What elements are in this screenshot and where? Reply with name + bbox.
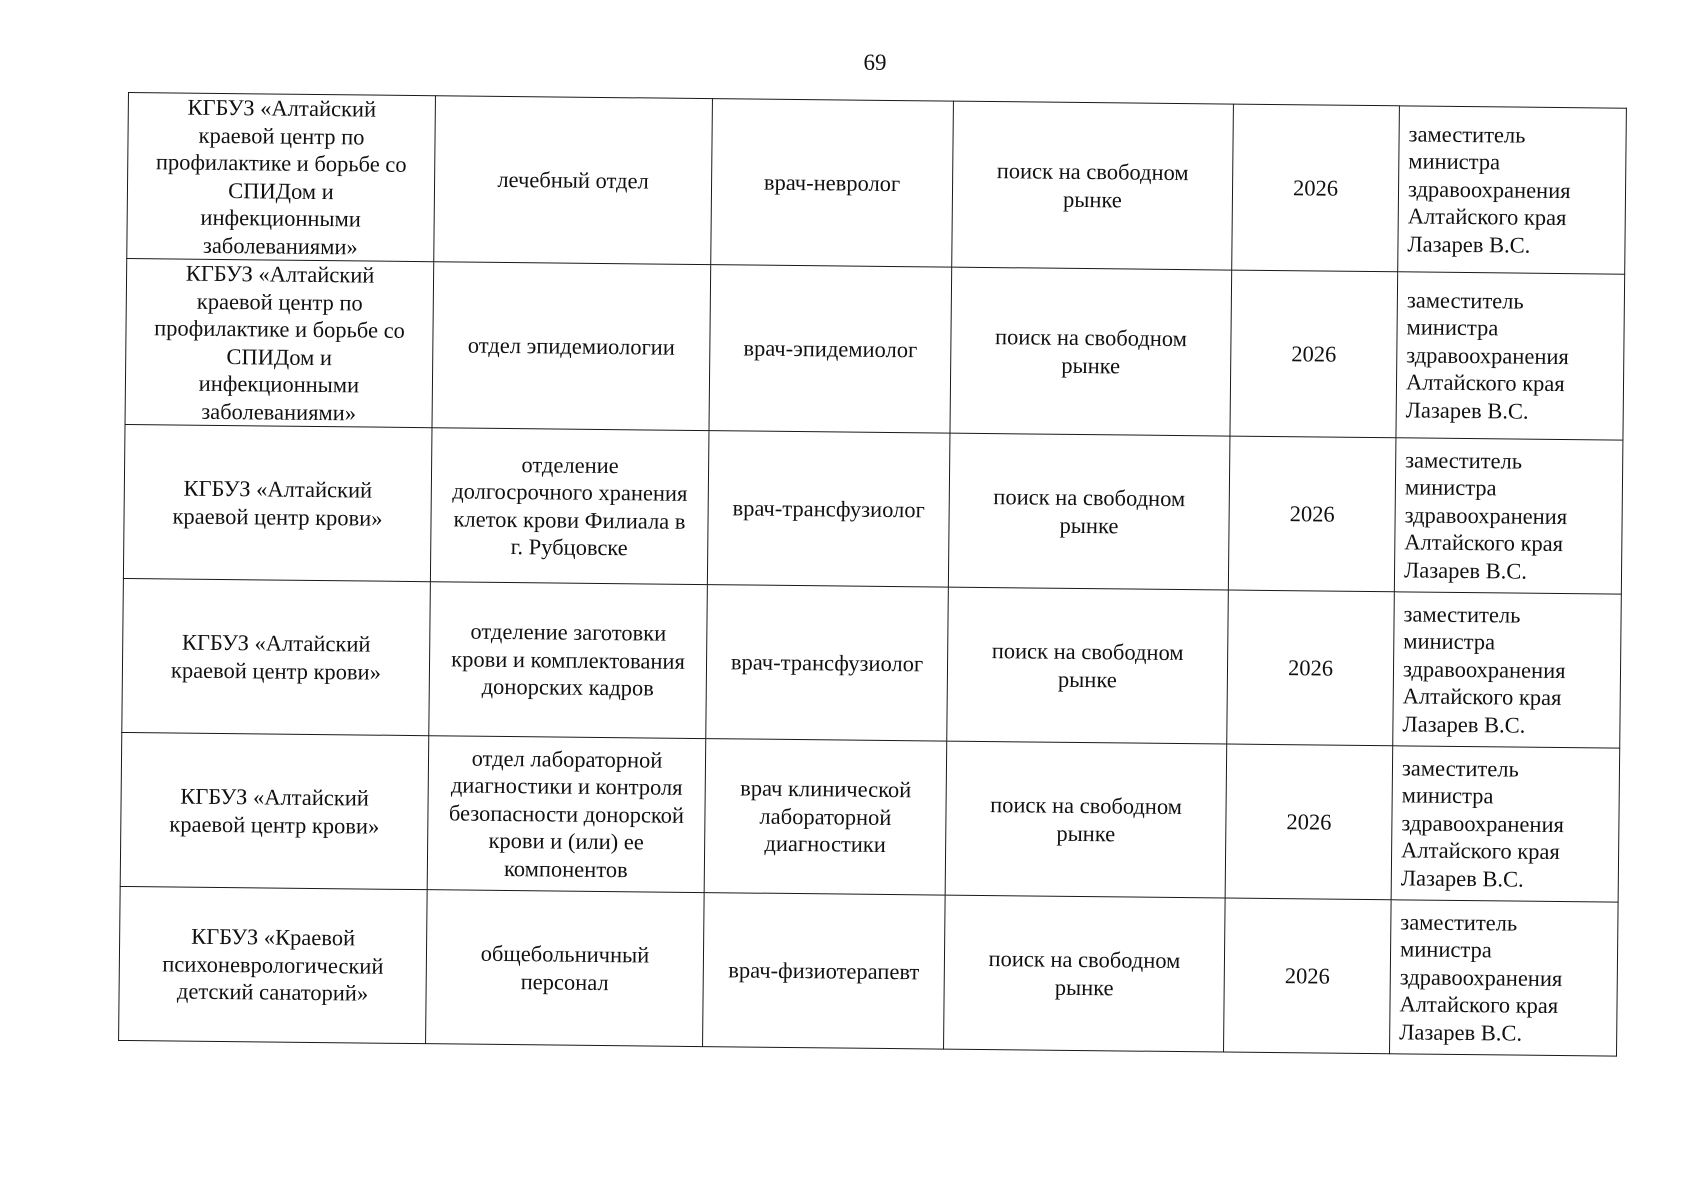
responsible-official-cell-line: Лазарев В.С. bbox=[1399, 1019, 1523, 1046]
responsible-official-cell-line: здравоохранения bbox=[1402, 656, 1566, 683]
search-method-cell-line: рынке bbox=[1062, 186, 1122, 212]
table-row bbox=[125, 258, 1625, 440]
organization-cell-line: краевой центр крови» bbox=[169, 810, 380, 839]
responsible-official-cell-line: Алтайского края bbox=[1405, 369, 1565, 397]
department-cell-line: компонентов bbox=[503, 855, 628, 883]
search-method-cell-line: поиск на свободном bbox=[994, 324, 1188, 352]
responsible-official-cell-line: Алтайского края bbox=[1399, 991, 1559, 1019]
department-cell-line: крови и комплектования bbox=[451, 646, 686, 674]
responsible-official-cell-line: министра bbox=[1403, 628, 1496, 655]
responsible-official-cell-line: заместитель bbox=[1408, 121, 1526, 148]
organization-cell-line: КГБУЗ «Алтайский bbox=[180, 783, 370, 811]
department-cell-line: отдел эпидемиологии bbox=[467, 332, 675, 360]
organization-cell-line: КГБУЗ «Алтайский bbox=[181, 629, 371, 657]
organization-cell-line: инфекционными bbox=[200, 204, 362, 232]
table-row bbox=[119, 886, 1619, 1056]
search-method-cell-line: поиск на свободном bbox=[996, 158, 1189, 186]
responsible-official-cell-line: здравоохранения bbox=[1401, 810, 1565, 837]
position-cell-line: диагностики bbox=[764, 830, 886, 858]
year-cell bbox=[1227, 590, 1395, 746]
search-method-cell bbox=[947, 587, 1229, 744]
responsible-official-cell-line: Лазарев В.С. bbox=[1405, 397, 1529, 424]
responsible-official-cell bbox=[1398, 106, 1627, 274]
organization-cell bbox=[122, 578, 431, 735]
responsible-official-cell-line: министра bbox=[1408, 148, 1501, 175]
organization-cell bbox=[125, 258, 434, 427]
department-cell bbox=[430, 428, 709, 585]
organization-cell-line: КГБУЗ «Алтайский bbox=[185, 260, 375, 288]
year-cell bbox=[1230, 270, 1398, 438]
department-cell-line: общебольничный bbox=[480, 940, 650, 968]
search-method-cell bbox=[950, 267, 1232, 436]
department-cell bbox=[434, 96, 713, 265]
search-method-cell bbox=[944, 895, 1226, 1052]
responsible-official-cell-line: Лазарев В.С. bbox=[1403, 557, 1528, 584]
department-cell-line: г. Рубцовске bbox=[510, 534, 628, 561]
search-method-cell-line: поиск на свободном bbox=[991, 638, 1184, 666]
staffing-table bbox=[118, 92, 1627, 1057]
year-cell bbox=[1232, 104, 1400, 272]
search-method-cell-line: поиск на свободном bbox=[988, 946, 1181, 974]
responsible-official-cell-line: министра bbox=[1399, 936, 1492, 963]
responsible-official-cell-line: Алтайского края bbox=[1401, 837, 1560, 865]
position-cell bbox=[709, 265, 952, 434]
search-method-cell-line: рынке bbox=[1054, 974, 1114, 1000]
search-method-cell-line: поиск на свободном bbox=[993, 484, 1186, 512]
table-row bbox=[127, 93, 1627, 275]
organization-cell-line: СПИДом и bbox=[228, 177, 334, 204]
year-cell-value: 2026 bbox=[1284, 962, 1330, 989]
responsible-official-cell bbox=[1391, 746, 1620, 902]
department-cell bbox=[429, 582, 708, 739]
department-cell-line: лечебный отдел bbox=[497, 166, 649, 194]
position-cell-line: врач-эпидемиолог bbox=[743, 335, 918, 363]
organization-cell bbox=[127, 93, 436, 262]
department-cell-line: донорских кадров bbox=[481, 673, 655, 701]
department-cell-line: отдел лабораторной bbox=[471, 745, 663, 773]
department-cell-line: диагностики и контроля bbox=[450, 772, 683, 801]
search-method-cell-line: рынке bbox=[1059, 512, 1119, 538]
responsible-official-cell bbox=[1394, 438, 1623, 594]
table-row bbox=[120, 732, 1620, 902]
responsible-official-cell-line: здравоохранения bbox=[1399, 964, 1563, 991]
year-cell-value: 2026 bbox=[1291, 340, 1337, 367]
responsible-official-cell bbox=[1389, 900, 1618, 1056]
year-cell-value: 2026 bbox=[1289, 500, 1335, 527]
organization-cell-line: КГБУЗ «Алтайский bbox=[187, 94, 377, 122]
responsible-official-cell-line: Лазарев В.С. bbox=[1407, 231, 1531, 258]
responsible-official-cell-line: Алтайского края bbox=[1404, 529, 1564, 557]
responsible-official-cell-line: заместитель bbox=[1401, 755, 1519, 782]
position-cell-line: лабораторной bbox=[759, 803, 892, 830]
department-cell bbox=[426, 890, 705, 1047]
organization-cell-line: краевой центр крови» bbox=[172, 502, 383, 531]
responsible-official-cell-line: заместитель bbox=[1406, 287, 1524, 314]
responsible-official-cell bbox=[1396, 272, 1625, 440]
department-cell-line: крови и (или) ее bbox=[488, 828, 644, 855]
organization-cell bbox=[123, 424, 432, 581]
responsible-official-cell-line: заместитель bbox=[1405, 447, 1523, 474]
responsible-official-cell-line: министра bbox=[1406, 314, 1499, 341]
position-cell-line: врач клинической bbox=[740, 775, 912, 803]
department-cell-line: безопасности донорской bbox=[448, 800, 685, 828]
responsible-official-cell-line: Лазарев В.С. bbox=[1402, 711, 1526, 738]
search-method-cell-line: рынке bbox=[1056, 820, 1116, 846]
page-number: 69 bbox=[863, 50, 887, 75]
organization-cell-line: краевой центр по bbox=[198, 122, 365, 149]
responsible-official-cell-line: министра bbox=[1401, 782, 1494, 809]
year-cell-value: 2026 bbox=[1287, 654, 1334, 681]
position-cell-line: врач-трансфузиолог bbox=[732, 495, 925, 523]
responsible-official-cell-line: Лазарев В.С. bbox=[1400, 865, 1524, 892]
department-cell-line: отделение bbox=[521, 451, 619, 478]
responsible-official-cell-line: Алтайского края bbox=[1402, 683, 1562, 711]
organization-cell-line: заболеваниями» bbox=[201, 398, 357, 425]
table-row bbox=[123, 424, 1623, 594]
department-cell-line: персонал bbox=[520, 968, 609, 995]
organization-cell-line: профилактике и борьбе со bbox=[155, 149, 407, 177]
search-method-cell-line: рынке bbox=[1061, 352, 1121, 378]
search-method-cell bbox=[952, 101, 1234, 270]
organization-cell-line: краевой центр по bbox=[196, 288, 363, 315]
responsible-official-cell-line: Алтайского края bbox=[1407, 203, 1567, 231]
department-cell bbox=[427, 736, 706, 893]
organization-cell-line: психоневрологический bbox=[162, 951, 384, 979]
organization-cell-line: детский санаторий» bbox=[176, 978, 369, 1006]
search-method-cell-line: рынке bbox=[1057, 666, 1117, 692]
search-method-cell bbox=[948, 433, 1230, 590]
responsible-official-cell-line: заместитель bbox=[1400, 909, 1518, 936]
year-cell-value: 2026 bbox=[1286, 808, 1332, 835]
responsible-official-cell-line: заместитель bbox=[1403, 601, 1521, 628]
responsible-official-cell-line: здравоохранения bbox=[1406, 342, 1569, 369]
position-cell bbox=[711, 99, 954, 268]
position-cell bbox=[704, 739, 947, 896]
year-cell bbox=[1228, 436, 1396, 592]
department-cell-line: клеток крови Филиала в bbox=[453, 505, 686, 534]
responsible-official-cell bbox=[1393, 592, 1622, 748]
organization-cell-line: краевой центр крови» bbox=[170, 656, 382, 685]
responsible-official-cell-line: министра bbox=[1404, 474, 1497, 501]
department-cell-line: долгосрочного хранения bbox=[452, 478, 688, 506]
organization-cell-line: СПИДом и bbox=[226, 343, 333, 370]
responsible-official-cell-line: здравоохранения bbox=[1407, 176, 1571, 203]
table-row bbox=[122, 578, 1622, 748]
department-cell bbox=[432, 262, 711, 431]
position-cell-line: врач-невролог bbox=[763, 169, 901, 196]
position-cell bbox=[706, 585, 949, 742]
organization-cell bbox=[119, 886, 428, 1043]
department-cell-line: отделение заготовки bbox=[470, 618, 667, 646]
year-cell-value: 2026 bbox=[1292, 174, 1339, 201]
organization-cell-line: инфекционными bbox=[198, 370, 360, 398]
position-cell-line: врач-физиотерапевт bbox=[728, 957, 920, 985]
organization-cell-line: профилактике и борьбе со bbox=[154, 315, 406, 343]
responsible-official-cell-line: здравоохранения bbox=[1404, 502, 1568, 529]
organization-cell-line: КГБУЗ «Алтайский bbox=[183, 475, 373, 503]
year-cell bbox=[1225, 744, 1393, 900]
position-cell bbox=[703, 893, 946, 1050]
organization-cell-line: КГБУЗ «Краевой bbox=[191, 923, 356, 951]
position-cell-line: врач-трансфузиолог bbox=[730, 649, 924, 677]
search-method-cell-line: поиск на свободном bbox=[990, 792, 1183, 820]
search-method-cell bbox=[945, 741, 1227, 898]
position-cell bbox=[707, 431, 950, 588]
organization-cell bbox=[120, 732, 429, 889]
year-cell bbox=[1224, 898, 1392, 1054]
organization-cell-line: заболеваниями» bbox=[202, 232, 358, 259]
table-body bbox=[119, 93, 1627, 1057]
